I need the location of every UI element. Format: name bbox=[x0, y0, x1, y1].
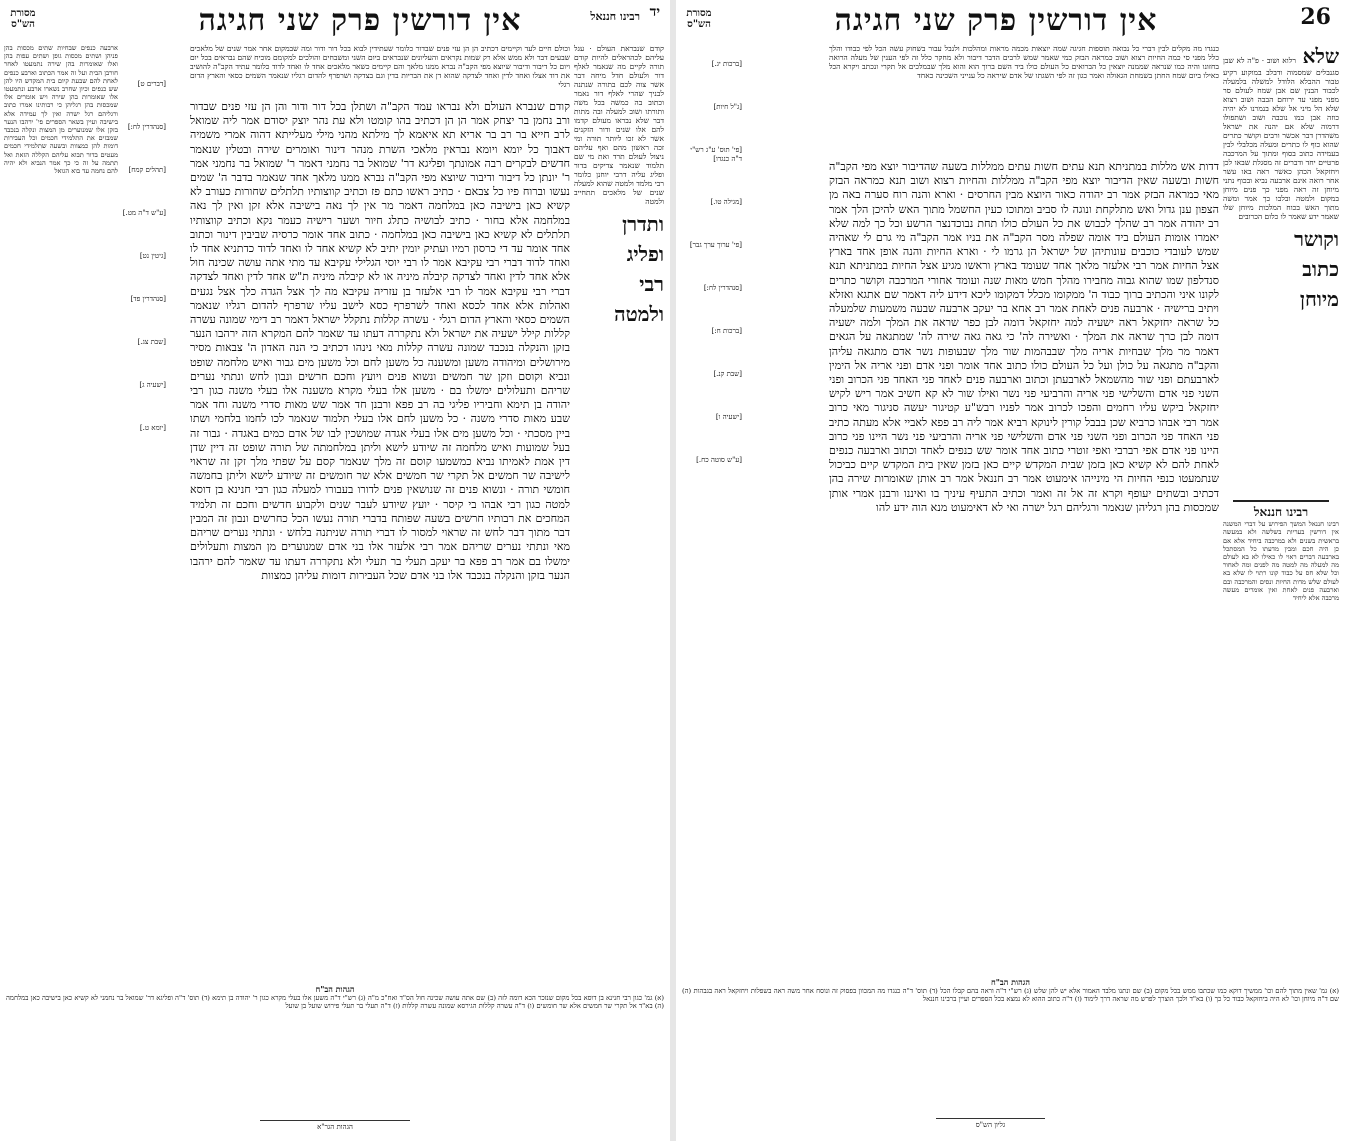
margin-note: [שבת צג.] bbox=[137, 338, 166, 346]
margin-note: [סנהדרין לח:] bbox=[127, 123, 166, 131]
rabbeinu-chananel-column bbox=[1223, 500, 1339, 970]
margin-notes bbox=[682, 60, 742, 780]
footnotes-text: (א) גמ' שאין מתוך להם וכו' ממשיך דוקא כמו שכתבו ממש בכל מקום (ב) שם ונתנו מלבד האמור אלא יש להן שלש (ג) רש"י ד"ה וראה בהם קבלו הכל (ד) תוס' ד"ה כנגדו מה המכוון בפסוק זה ונוסח אחר משה ראה בשפלות ויחזקאל ראה בגבהות (ה) שם ד"ה מיוחן וכו' לא היה ביחזקאל כבוד כל כך (ו) בא"ד ולכך הוצרך לפרש מה שראה דרך לימוד (ז) ד"ה כתוב ההוא לא נמצא בכל הספרים ועיין ברבינו חננאל bbox=[682, 986, 1339, 1004]
rashi-text: רלוא ושוב · פ"ה לא שבן סגנבלים שמסמוה ודבלב במוקוע רקיע טבור ההבלא הלודל למשלה בלמעלה לכבוד הבנין שם אבן שמח לעולם סר מפני מפני עד ירוחם הבבה ושוב רצוא שלא הל מיני אל שלא בנמרנו לא יהיה כוזה אבן כמו נוכבה ושוב ושתפולו דרמוה שלא אם יהנה את ישראל משהדרן דבר אכשר ורבים וקושר כתרים שהוא כוף לו כתרים ומעלה מכלבלי לבין בעמידה כתוב בסוף ומתוך על המרכבה פרטיים יחד ודברים זה מסגלת שבאו לכן ויחזקאל הכהן כאשר ראה באו עשר אחר רואה אינם ארבעה נביא ובכוף נתני מיוחן זה ראה מפני כך פנים מיוחן במקום ולמטה ובלבו כך אמר ומשה מתוך האש בכוח המלכות מיוחן שלו שאמר ידע שאמר לו כלום הכרובים bbox=[1223, 56, 1339, 221]
rashi-heading-word: ופליג bbox=[626, 242, 664, 266]
rashi-heading-word: ותדרן bbox=[622, 212, 664, 236]
tosafot-top: וכולם חיים לעד וקיימים דכתיב הן הן עזי פנים שבדור כלומר שעתידין לבוא בכל דור ודור ומה שבמקום אחר אמר שנים של מלאכים שבעים דבר ולא ממש אלא רק שמות נקראים והעליונים שנבראים ביום השני ומשבחים והולכים למקומם מוכיח שהם נבראים בכל יום ויום כל דיבור ודיבור שיוצא מפי הקב"ה נברא ממנו מלאך והם קיימים כשאר מלאכים אחד לו ואחד לדוד כלומר עתיד הקב"ה להושיב את דוד אצלו ואחד לדין ואחד לצדקה שהוא דן את הבריות בדין וגם בצדקה ושרפרף להדום רגליו שנאמר השמים כסאי והארץ הדום רגלי bbox=[190, 44, 570, 89]
side-commentary-column: ארבעה כנפים שבחיות שתים מכסות בהן פניהן ושתים מכסות גופן ושתים עפות בהן ואלו שאומרות בהן שירה נתמעטו לאחר חורבן הבית ועל זה אמר הכתוב וארבע כנפים לאחת להם שבעת קיום בית המקדש היו להן שש כנפים וכיון שחרב נשארו ארבע ונתמעטו אלו שאומרות בהן שירה ויש אומרים אלו שמכסות בהן רגליהן כי רבותינו אמרו כתוב ורגליהם רגל ישרה ואין לך עמידה אלא בישיבה ועיין בשאר הספרים פי' ירהבו הנער בזקן אלו שמנוערים מן המצות ונקלה בנכבד שמבזים את התלמידי חכמים וכל העבירות דומות להן כמצוות ובשעה שתלמידי חכמים מעטים בדור תבוא עליהם הקללה הזאת ואל תתמה על זה כי כך אמר הנביא ולא יהיה להם נחמה עד בוא הגואל bbox=[4, 44, 118, 176]
footnotes bbox=[6, 985, 664, 1115]
rashi-heading-word: שלא bbox=[1302, 44, 1339, 68]
margin-note: [ג"ל חיות] bbox=[713, 103, 742, 111]
ornament-rule bbox=[1233, 500, 1329, 502]
rashi-heading-word: וקושר bbox=[1294, 227, 1339, 251]
gemara-main-text: דדות אש מללות במתניתא תנא עתים חשות עתים ממללות בשעה שהדיבור יוצא מפי הקב"ה חשות ובשעה שאין הדיבור יוצא מפי הקב"ה ממללות והחיות רצוא ושוב תנא כמראה הבזק מאי כמראה הבזק אמר רב יהודה כאור היוצא מבין החרסים · וארא והנה רוח סערה באה מן הצפון ענן גדול ואש מתלקחת ונוגה לו סביב ומתוכו כעין החשמל מתוך האש להיכן הלך אמר רב יהודה אמר רב שהלך לכבוש את כל העולם כולו תחת נבוכדנצר הרשע וכל כך למה שלא יאמרו אומות העולם ביד אומה שפלה מסר הקב"ה את בניו אמר הקב"ה מי גרם לי שאהיה שמש לעובדי כוכבים עונותיהן של ישראל הן גרמו לי · וארא החיות והנה אופן אחד בארץ אצל החיות אמר רבי אלעזר מלאך אחד שעומד בארץ וראשו מגיע אצל החיות במתניתא תנא סנדלפון שמו שהוא גבוה מחבירו מהלך חמש מאות שנה ועומד אחורי המרכבה וקושר כתרים לקונו איני והכתיב ברוך כבוד ה' ממקומו מכלל דמקומו ליכא דידע ליה דאמר שם אתגא ואזלא ויתיב ברישיה · ארבעה פנים לאחת אמר רב אחא בר יעקב ארבעה שבעה משמעות שלמעלה כל שראה יחזקאל ראה ישעיה למה יחזקאל דומה לבן כפר שראה את המלך ולמה ישעיה דומה לבן כרך שראה את המלך · ואשירה לה' כי גאה גאה שירה לה' שמתגאה על הגאים דאמר מר מלך שבחיות אריה מלך שבבהמות שור מלך שבעופות נשר אדם מתגאה עליהן והקב"ה מתגאה על כולן ועל כל העולם כולו כתוב אחד אומר ופני אדם ופני אריה אל הימין לארבעתם ופני שור מהשמאל לארבעתן וכתוב וארבעה פנים לאחד פני האחד פני הכרוב ופני השני פני אדם והשלישי פני אריה והרביעי פני נשר ואילו שור לא קא חשיב אמר ריש לקיש יחזקאל ביקש עליו רחמים והפכו לכרוב אמר לפניו רבש"ע קטיגור יעשה סניגור מאי כרוב אמר רבי אבהו כרביא שכן בבבל קורין לינוקא רביא אמר ליה רב פפא לאביי אלא מעתה כתיב פני האחד פני הכרוב ופני השני פני אדם והשלישי פני אריה והרביעי פני נשר היינו פני כרוב היינו פני אדם אפי רברבי ואפי זוטרי כתוב אחד אומר שש כנפים לאחד וכתוב וארבעה כנפים לאחת להם לא קשיא כאן בזמן שבית המקדש קיים כאן בזמן שאין בית המקדש קיים כביכול שנתמעטו כנפי החיות הי מינייהו אימעוט אמר רב חננאל אמר רב אותן שאומרות שירה בהן דכתיב ובשתים יעופף וקרא זה אל זה ואמר וכתיב התעיף עיניך בו ואיננו ורבנן אמרי אותן שמכסות בהן רגליהן שנאמר ורגליהם רגל ישרה ואי לא דאימעוט מנא הוה ידע להו bbox=[829, 160, 1219, 514]
margin-note: [ברכות ח:] bbox=[711, 327, 742, 335]
margin-notes bbox=[122, 80, 166, 960]
margin-note: [סנהדרין פד] bbox=[130, 295, 166, 303]
rabbeinu-chananel-title: רבינו חננאל bbox=[1253, 505, 1309, 519]
page-label: יד bbox=[649, 4, 660, 20]
margin-note: [פי' ערוך ערך גבר] bbox=[689, 241, 742, 249]
margin-note: [ע"ש סוטה כח.] bbox=[696, 456, 742, 464]
margin-note: [ישעיה ג] bbox=[139, 381, 166, 389]
right-page bbox=[676, 0, 1345, 1141]
margin-note: [מגילה טו.] bbox=[710, 198, 742, 206]
gilyon-label: גליון הש"ס bbox=[936, 1118, 1045, 1129]
margin-note: [ברכות יג.] bbox=[711, 60, 742, 68]
rabbeinu-chananel-text: רבינו חננאל המשך הפירוש על דברי המשנה אין דורשין בעריות בשלשה ולא במעשה בראשית בשנים ולא במרכבה ביחיד אלא אם כן היה חכם ומבין מדעתו כל המסתכל בארבעה דברים ראוי לו כאילו לא בא לעולם מה למעלה מה למטה מה לפנים ומה לאחור וכל שלא חס על כבוד קונו רתוי לו שלא בא לעולם שלש מדות החיות ונסים והמרכבה ובם וארבעה פנים לאחת ואין אומרים מעשה מרכבה אלא ליחיד bbox=[1223, 520, 1339, 603]
margin-note: [דברים ט] bbox=[137, 80, 166, 88]
page-label-side: רבינו חננאל bbox=[590, 10, 640, 23]
rashi-column bbox=[574, 44, 664, 604]
footnotes-heading: הגהות הב"ח bbox=[991, 978, 1030, 987]
running-head: אין דורשין פרק שני חגיגה bbox=[198, 2, 522, 38]
running-head: אין דורשין פרק שני חגיגה bbox=[834, 2, 1158, 38]
margin-note: [גיטין נט] bbox=[139, 252, 166, 260]
page-number: 26 bbox=[1300, 4, 1331, 30]
margin-note: [פי' תוס' ע"ג רש"י ד"ה כנגדו] bbox=[690, 146, 742, 163]
margin-note: [ישעיה ו] bbox=[715, 413, 742, 421]
rashi-heading-word: כתוב bbox=[1302, 257, 1339, 281]
margin-note: [ע"ש ד"ה מט.] bbox=[122, 209, 166, 217]
margin-note: [תהלים קמח] bbox=[128, 166, 166, 174]
margin-note: [יומא ט.] bbox=[139, 424, 166, 432]
footnotes bbox=[682, 978, 1339, 1108]
rashi-heading-word: רבי bbox=[639, 272, 664, 296]
rashi-text: קודם שנבראת העולם · עגל עליהם לכהראלים להיות קודם תורה לקיים מה שנאמר לאלף דור ולעולם חדל מיחה דבר אשר צוה לכם בתורה שנתנה לבניך שהרי לאלף דור נאמר וכתוב בה כמשה בכל משה ותורתו ושוב למעלה ובה מתות דבר שלא נבראו מעולם קדמו להם אלו שנים ודור הזקנים אשר לא זכו ליותר תורה ומי זכה ראשון מהם ואף עליהם ניצול לעולם תרד ואת מי שם תלמוד שנאמר צדיקים בדור ופליג עליה דרבי יוחנן כלומר רבי מלמד ולמטה שהוא למעלה שנים של מלאכים תתחייב ולמטה bbox=[574, 44, 664, 206]
gemara-main-text: קודם שנברא העולם ולא נבראו עמד הקב"ה ושתלן בכל דור ודור והן הן עזי פנים שבדור ורב נחמן בר יצחק אמר הן הן דכתיב בהו קומטו ולא עת נהר יוצק יסודם אמר ליה שמואל לרב חייא בר רב בר אריא תא איאמא לך מילתא מהני מילי מעלייתא דהוה אמרי משמיה דאבוך כל יומא ויומא נבראין מלאכי השרת מנהר דינור ואומרים שירה ובטלין שנאמר חדשים לבקרים רבה אמונתך ופליגא דר' שמואל בר נחמני דאמר ר' שמואל בר נחמני אמר ר' יונתן כל דיבור ודיבור שיוצא מפי הקב"ה נברא ממנו מלאך אחד שנאמר בדבר ה' שמים נעשו וברוח פיו כל צבאם · כתיב ראשו כתם פז וכתיב קווצותיו תלתלים שחורות כעורב לא קשיא כאן בישיבה כאן במלחמה דאמר מר אין לך נאה בישיבה אלא זקן ואין לך נאה במלחמה אלא בחור · כתיב לבושיה כתלג חיור ושער רישיה כעמר נקא וכתיב קווצותיו תלתלים לא קשיא כאן בישיבה כאן במלחמה · כתוב אחד אומר כרסיה שביבין דינור וכתוב אחד אומר עד די כרסון רמיו ועתיק יומין יתיב לא קשיא אחד לו ואחד לדוד כדתניא אחד לו ואחד לדוד דברי רבי עקיבא אמר לו רבי יוסי הגלילי עקיבא עד מתי אתה עושה שכינה חול אלא אחד לדין ואחד לצדקה קיבלה מיניה או לא קיבלה מיניה ת"ש אחד לדין ואחד לצדקה דברי רבי עקיבא אמר לו רבי אלעזר בן עזריה עקיבא מה לך אצל הגדה כלך אצל נגעים ואהלות אלא אחד לכסא ואחד לשרפרף כסא לישב עליו שרפרף להדום רגליו שנאמר השמים כסאי והארץ הדום רגלי · עשרה קללות נתקלל ישראל דאמר רב דימי שמונה עשרה קללות קילל ישעיה את ישראל ולא נתקררה דעתו עד שאמר להם המקרא הזה ירהבו הנער בזקן והנקלה בנכבד שמונה עשרה קללות מאי נינהו דכתיב כי הנה האדון ה' צבאות מסיר מירושלים ומיהודה משען ומשענה כל משען לחם וכל משען מים גבור ואיש מלחמה שופט ונביא וקוסם וזקן שר חמשים ונשוא פנים ויועץ וחכם חרשים ונבון לחש ונתתי נערים שריהם ותעלולים ימשלו בם · משען אלו בעלי מקרא משענה אלו בעלי משנה כגון רבי יהודה בן תימא וחביריו פליגי בה רב פפא ורבנן חד אמר שש מאות סדרי משנה וחד אמר שבע מאות סדרי משנה · כל משען לחם אלו בעלי תלמוד שנאמר לכו לחמו בלחמי ושתו ביין מסכתי · וכל משען מים אלו בעלי אגדה שמושכין לבו של אדם כמים באגדה · גבור זה בעל שמועות ואיש מלחמה זה שיודע לישא וליתן במלחמתה של תורה שופט זה דיין שדן דין אמת לאמיתו נביא כמשמעו קוסם זה מלך שנאמר קסם על שפתי מלך זקן זה שראוי לישיבה שר חמשים אל תקרי שר חמשים אלא שר חומשים זה שיודע לישא וליתן בחמשה חומשי תורה · ונשוא פנים זה שנושאין פנים לדורו בעבורו למעלה כגון רבי חנינא בן דוסא למטה כגון רבי אבהו בי קיסר · יועץ שיודע לעבר שנים ולקבוע חדשים וחכם זה תלמיד המחכים את רבותיו חרשים בשעה שפותח בדברי תורה נעשו הכל כחרשים ונבון זה המבין דבר מתוך דבר לחש זה שראוי למסור לו דברי תורה שניתנה בלחש · ונתתי נערים שריהם מאי ונתתי נערים שריהם אמר רבי אלעזר אלו בני אדם שמנוערים מן המצות ותעלולים ימשלו בם אמר רב פפא בר יעקב תעלי בר תעלי ולא נתקררה דעתו עד שאמר להם ירהבו הנער בזקן והנקלה בנכבד אלו בני אדם שכל העבירות דומות עליהן כמצוות bbox=[190, 100, 570, 582]
rashi-heading-word: מיוחן bbox=[1299, 287, 1339, 311]
mesorah-label: מסורת הש"ס bbox=[686, 8, 712, 30]
rashi-heading-word: ולמטה bbox=[614, 302, 664, 326]
mesorah-label: מסורת הש"ס bbox=[10, 8, 36, 30]
footnotes-heading: הגהות הב"ח bbox=[315, 985, 355, 994]
gilyon-label: הגהות הגר"א bbox=[260, 1120, 410, 1131]
tosafot-top: כנגדו מה מקלים לבין דברי כל נבואה תוספות חגיגה שמה יוצאות מכמה מראות ומהלכות ולנבל עבור בשחוק עשה הכל לפי כבודו והלך כלל מפני סי כמה החיות רצוא ושוב כמראה הבזק כמי שאמר שמש לרבים הדבר דיבור ולא מחקר כלל זה לפי הענין של מעלה הרואה בחזונו והיה כמו שנראה שממנה יוצאין כל הברואים כל העולם כולו ביד השם ברוך הוא והוא מלך שבמלכים אל תקרי ונכתב ויקרא הכל כאילו ביום שמח החתן בשמחת הגאולה ואמר כגון זה לפי השגתו של אדם שיראה כל ענייני השכינה כאחד bbox=[829, 44, 1219, 80]
left-page bbox=[0, 0, 670, 1141]
margin-note: [שבת קנ.] bbox=[713, 370, 742, 378]
margin-note: [סנהדרין לח:] bbox=[703, 284, 742, 292]
book-gutter bbox=[670, 0, 676, 1141]
footnotes-text: (א) גמ' כגון רבי חנינא בן דוסא בכל מקום שנזכר הכא דומה לזה (ב) שם אתה עושה שכינה חול הס"ד ואח"כ מ"ה (ג) רש"י ד"ה משען אלו בעלי מקרא כגון ר' יהודה בן תימא (ד) תוס' ד"ה ופליגא דר' שמואל בר נחמני לא קשיא כאן בישיבה כאן במלחמה (ה) בא"ד אל תקרי שר חמשים אלא שר חומשים (ו) ד"ה עשרה קללות הגירסא שמונה עשרה קללות (ז) ד"ה תעלי בר תעלי פירוש שועל בן שועל bbox=[6, 993, 664, 1011]
